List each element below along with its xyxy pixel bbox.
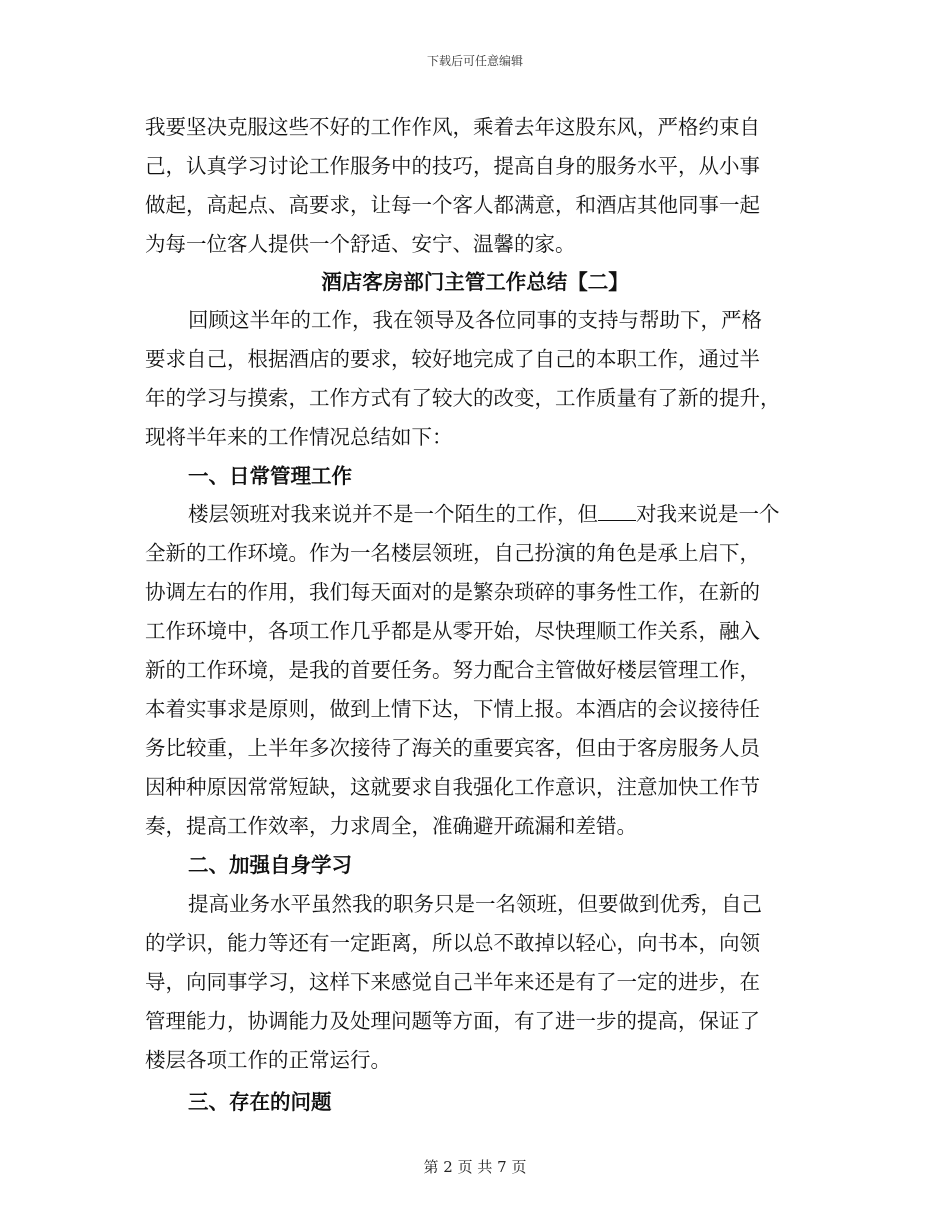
document-title: 酒店客房部门主管工作总结【二】 [321,270,629,294]
page-footer: 第 2 页 共 7 页 [423,1158,527,1176]
text-line: 提高业务水平虽然我的职务只是一名领班，但要做到优秀，自己 [188,892,762,916]
text-line: 导，向同事学习，这样下来感觉自己半年来还是有了一定的进步，在 [145,970,760,994]
text-line: 楼层各项工作的正常运行。 [145,1048,391,1072]
text-line: 协调左右的作用，我们每天面对的是繁杂琐碎的事务性工作，在新的 [145,580,760,604]
text-line [188,500,780,528]
text-line: 务比较重，上半年多次接待了海关的重要宾客，但由于客房服务人员 [145,736,760,760]
text-line: 因种种原因常常短缺，这就要求自我强化工作意识，注意加快工作节 [145,775,760,799]
blank-underline [598,502,636,521]
text-line: 工作环境中，各项工作几乎都是从零开始，尽快理顺工作关系，融入 [145,619,760,643]
text-fragment: 对我来说是一个 [636,502,780,526]
text-line: 己，认真学习讨论工作服务中的技巧，提高自身的服务水平，从小事 [145,154,760,178]
text-line: 现将半年来的工作情况总结如下： [145,425,453,449]
section-heading: 三、存在的问题 [188,1090,332,1114]
text-line: 我要坚决克服这些不好的工作作风，乘着去年这股东风，严格约束自 [145,115,760,139]
text-line: 新的工作环境，是我的首要任务。努力配合主管做好楼层管理工作， [145,658,760,682]
text-line: 管理能力，协调能力及处理问题等方面，有了进一步的提高，保证了 [145,1009,760,1033]
text-line: 回顾这半年的工作，我在领导及各位同事的支持与帮助下，严格 [188,308,762,332]
text-line: 年的学习与摸索，工作方式有了较大的改变，工作质量有了新的提升， [145,386,781,410]
text-line: 本着实事求是原则，做到上情下达，下情上报。本酒店的会议接待任 [145,697,760,721]
text-line: 为每一位客人提供一个舒适、安宁、温馨的家。 [145,232,576,256]
text-line: 奏，提高工作效率，力求周全，准确避开疏漏和差错。 [145,814,637,838]
text-line: 做起，高起点、高要求，让每一个客人都满意，和酒店其他同事一起 [145,193,760,217]
page-header: 下载后可任意编辑 [426,54,523,68]
text-line: 要求自己，根据酒店的要求，较好地完成了自己的本职工作，通过半 [145,347,760,371]
section-heading: 二、加强自身学习 [188,853,352,877]
text-line: 的学识，能力等还有一定距离，所以总不敢掉以轻心，向书本，向领 [145,931,760,955]
section-heading: 一、日常管理工作 [188,464,352,488]
text-line: 全新的工作环境。作为一名楼层领班，自己扮演的角色是承上启下， [145,541,760,565]
text-fragment: 楼层领班对我来说并不是一个陌生的工作，但 [188,502,598,526]
